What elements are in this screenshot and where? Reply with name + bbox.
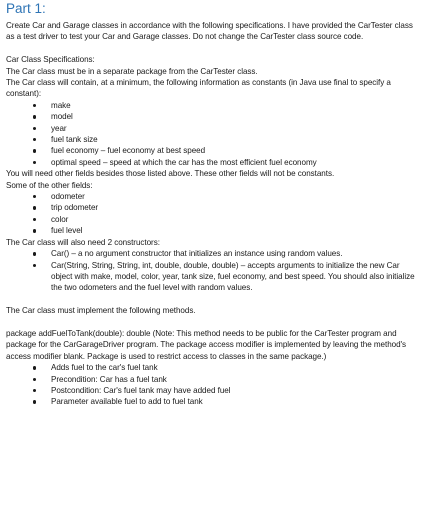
list-item: optimal speed – speed at which the car has the most efficient fuel economy	[6, 157, 421, 168]
spacer	[6, 317, 421, 328]
list-item: Adds fuel to the car's fuel tank	[6, 362, 421, 373]
spec-package-text: The Car class must be in a separate package from the CarTester class.	[6, 66, 258, 76]
list-item: Car() – a no argument constructor that initializes an instance using random values.	[6, 248, 421, 259]
list-item: fuel tank size	[6, 134, 421, 145]
other-fields-subintro: Some of the other fields:	[6, 180, 93, 190]
bullet-icon	[33, 389, 36, 392]
other-fields-intro: You will need other fields besides those listed above. These other fields will not be constants.	[6, 169, 335, 179]
section-heading: Part 1:	[6, 1, 46, 16]
constants-list	[6, 100, 421, 168]
spacer	[6, 294, 421, 305]
list-item: Postcondition: Car's fuel tank may have added fuel	[6, 385, 421, 396]
list-item: year	[6, 123, 421, 134]
bullet-icon	[33, 115, 36, 118]
intro-paragraph: Create Car and Garage classes in accordance with the following specifications. I have provided the CarTester class as a test driver to test your Car and Garage classes. Do not change the CarTester class source code.	[6, 21, 413, 42]
list-item: fuel level	[6, 225, 421, 236]
methods-intro: The Car class must implement the following methods.	[6, 306, 196, 316]
list-item: fuel economy – fuel economy at best speed	[6, 145, 421, 156]
bullet-icon	[33, 229, 36, 232]
list-item: make	[6, 100, 421, 111]
method-details-list	[6, 362, 421, 408]
spacer	[6, 43, 421, 54]
list-item: Car(String, String, String, int, double, double, double) – accepts arguments to initialize the new Car object with make, model, color, year, tank size, fuel economy, and best speed. You should also initialize the two odometers and the fuel level with random values.	[6, 260, 421, 294]
other-fields-list	[6, 191, 421, 237]
bullet-icon	[33, 149, 36, 152]
list-item: odometer	[6, 191, 421, 202]
bullet-icon	[33, 206, 36, 209]
bullet-icon	[33, 218, 36, 221]
bullet-icon	[33, 400, 36, 403]
list-item: Precondition: Car has a fuel tank	[6, 374, 421, 385]
constructors-intro: The Car class will also need 2 constructors:	[6, 237, 160, 247]
spec-title: Car Class Specifications:	[6, 55, 95, 65]
constructors-list	[6, 248, 421, 294]
list-item: Parameter available fuel to add to fuel tank	[6, 396, 421, 407]
bullet-icon	[33, 161, 36, 164]
spec-constants-text: The Car class will contain, at a minimum, the following information as constants (in Java use final to specify a constant):	[6, 78, 391, 99]
list-item: model	[6, 111, 421, 122]
list-item: trip odometer	[6, 202, 421, 213]
method-description: package addFuelToTank(double): double (Note: This method needs to be public for the CarTester program and package for the CarGarageDriver program. The package access modifier is implemented by leaving the method's access modifier blank. Package is used to restrict access to classes in the same package.)	[6, 328, 407, 361]
bullet-icon	[33, 378, 36, 381]
bullet-icon	[33, 195, 36, 198]
list-item: color	[6, 214, 421, 225]
bullet-icon	[33, 252, 36, 255]
bullet-icon	[33, 104, 36, 107]
bullet-icon	[33, 366, 36, 369]
bullet-icon	[33, 127, 36, 130]
bullet-icon	[33, 138, 36, 141]
bullet-icon	[33, 264, 36, 267]
